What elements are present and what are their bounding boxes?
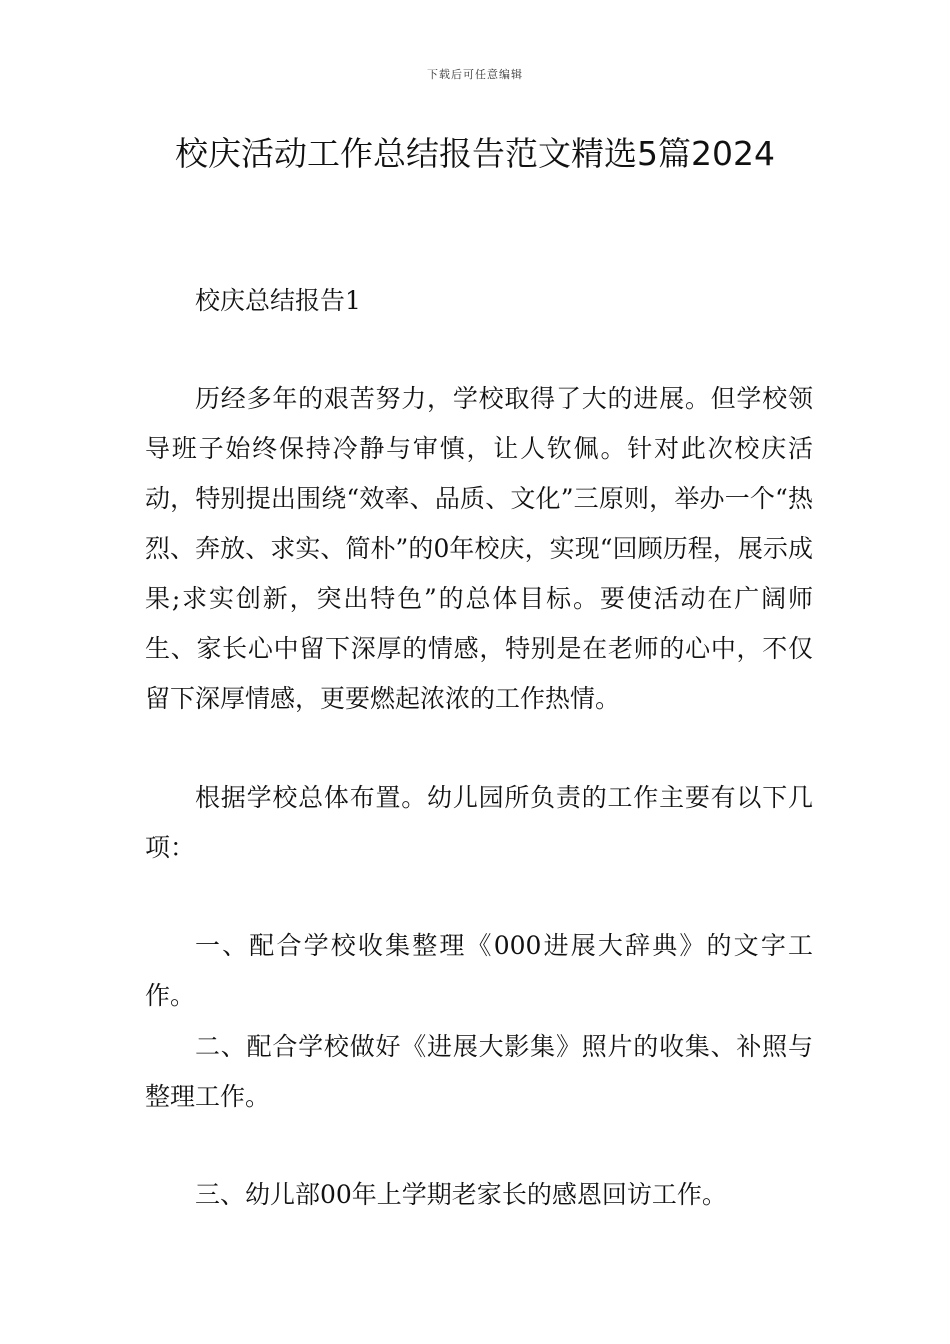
paragraph-2: 根据学校总体布置。幼儿园所负责的工作主要有以下几项：	[145, 783, 813, 862]
header-note: 下载后可任意编辑	[427, 68, 523, 81]
paragraph-3: 一、配合学校收集整理《000进展大辞典》的文字工作。	[145, 931, 813, 1010]
paragraph-4: 二、配合学校做好《进展大影集》照片的收集、补照与整理工作。	[145, 1032, 813, 1111]
section-heading: 校庆总结报告1	[195, 286, 361, 315]
document-title: 校庆活动工作总结报告范文精选5篇2024	[175, 134, 775, 173]
paragraph-5: 三、幼儿部00年上学期老家长的感恩回访工作。	[195, 1180, 727, 1209]
paragraph-1: 历经多年的艰苦努力，学校取得了大的进展。但学校领导班子始终保持冷静与审慎，让人钦佩。针对此次校庆活动，特别提出围绕“效率、品质、文化”三原则，举办一个“热烈、奔放、求实、简朴”的0年校庆，实现“回顾历程，展示成果;求实创新，突出特色”的总体目标。要使活动在广阔师生、家长心中留下深厚的情感，特别是在老师的心中，不仅留下深厚情感，更要燃起浓浓的工作热情。	[145, 384, 813, 713]
